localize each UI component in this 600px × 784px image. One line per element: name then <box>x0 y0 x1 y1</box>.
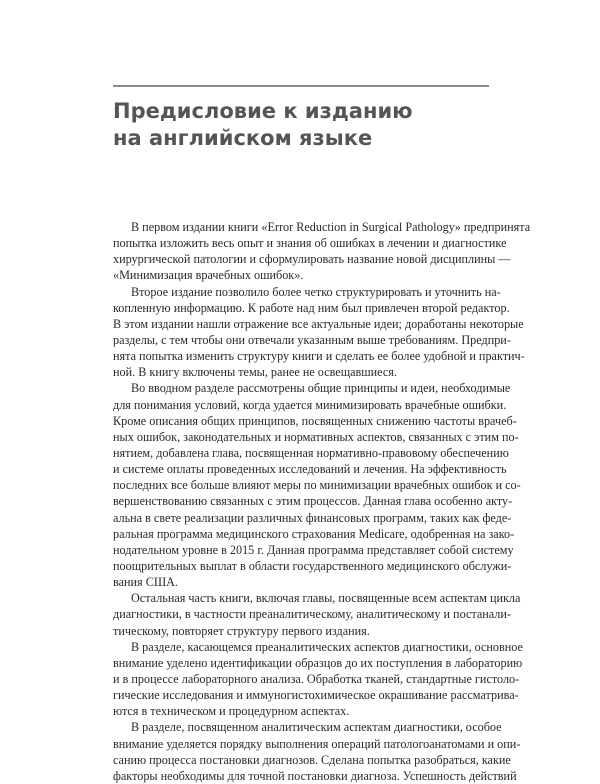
text-line: В разделе, касающемся преаналитических аспектов диагностики, основное <box>131 639 523 654</box>
title-line-1: Предисловие к изданию <box>113 99 413 123</box>
text-line: санию процесса постановки диагнозов. Сделана попытка разобраться, какие <box>113 752 511 767</box>
text-line: альна в свете реализации различных финансовых программ, таких как феде- <box>113 510 512 525</box>
text-line: вания США. <box>113 575 178 590</box>
text-line: попытка изложить весь опыт и знания об ошибках в лечении и диагностике <box>113 236 507 251</box>
text-line: Кроме описания общих принципов, посвященных снижению частоты врачеб- <box>113 413 517 428</box>
text-line: разделы, с тем чтобы они отвечали указанным выше требованиям. Предпри- <box>113 332 511 347</box>
text-line: и системе оплаты проведенных исследований и лечения. На эффективность <box>113 462 507 477</box>
body-text <box>113 219 531 784</box>
text-line: вершенствованию связанных с этим процессов. Данная глава особенно акту- <box>113 494 513 509</box>
text-line: внимание уделяется порядку выполнения операций патологоанатомами и опи- <box>113 736 521 751</box>
text-line: копленную информацию. К работе над ним был привлечен второй редактор. <box>113 300 510 315</box>
text-line: тическому, повторяет структуру первого издания. <box>113 623 370 638</box>
text-line: последних все больше влияют меры по минимизации врачебных ошибок и со- <box>113 478 521 493</box>
text-line: факторы необходимы для точной постановки диагноза. Успешность действий <box>113 768 517 783</box>
text-line: для понимания условий, когда удается минимизировать врачебные ошибки. <box>113 397 507 412</box>
text-line: В первом издании книги «Error Reduction in Surgical Pathology» предпринята <box>131 220 531 234</box>
text-line: хирургической патологии и сформулировать название новой дисциплины — <box>113 252 511 267</box>
text-line: «Минимизация врачебных ошибок». <box>113 268 304 283</box>
text-line: ральная программа медицинского страхования Medicare, одобренная на зако- <box>113 526 515 541</box>
text-line: Во вводном разделе рассмотрены общие принципы и идеи, необходимые <box>131 381 511 396</box>
title-line-2: на английском языке <box>113 126 373 150</box>
text-line: ются в техническом и процедурном аспектах. <box>113 704 350 719</box>
text-line: В этом издании нашли отражение все актуальные идеи; доработаны некоторые <box>113 316 524 331</box>
text-line: Второе издание позволило более четко структурировать и уточнить на- <box>131 284 501 299</box>
text-line: Остальная часть книги, включая главы, посвященные всем аспектам цикла <box>131 591 521 606</box>
text-line: поощрительных выплат в области государственного медицинского обслужи- <box>113 558 512 573</box>
text-line: диагностики, в частности преаналитическому, аналитическому и постанали- <box>113 607 511 622</box>
text-line: и в процессе лабораторного анализа. Обработка тканей, стандартные гистоло- <box>113 671 520 686</box>
text-line: внимание уделено идентификации образцов до их поступления в лабораторию <box>113 655 523 670</box>
text-line: нятием, добавлена глава, посвященная нормативно-правовому обеспечению <box>113 445 509 460</box>
text-line: гические исследования и иммуногистохимическое окрашивание рассматрива- <box>113 688 519 703</box>
text-line: нята попытка изменить структуру книги и сделать ее более удобной и практич- <box>113 349 525 364</box>
text-line: В разделе, посвященном аналитическим аспектам диагностики, особое <box>131 720 502 735</box>
text-line: нодательном уровне в 2015 г. Данная программа представляет собой систему <box>113 542 514 557</box>
text-line: ной. В книгу включены темы, ранее не освещавшиеся. <box>113 365 397 380</box>
page-title <box>113 98 493 152</box>
text-line: ных ошибок, законодательных и нормативных аспектов, связанных с этим по- <box>113 429 519 444</box>
top-rule <box>113 85 489 87</box>
